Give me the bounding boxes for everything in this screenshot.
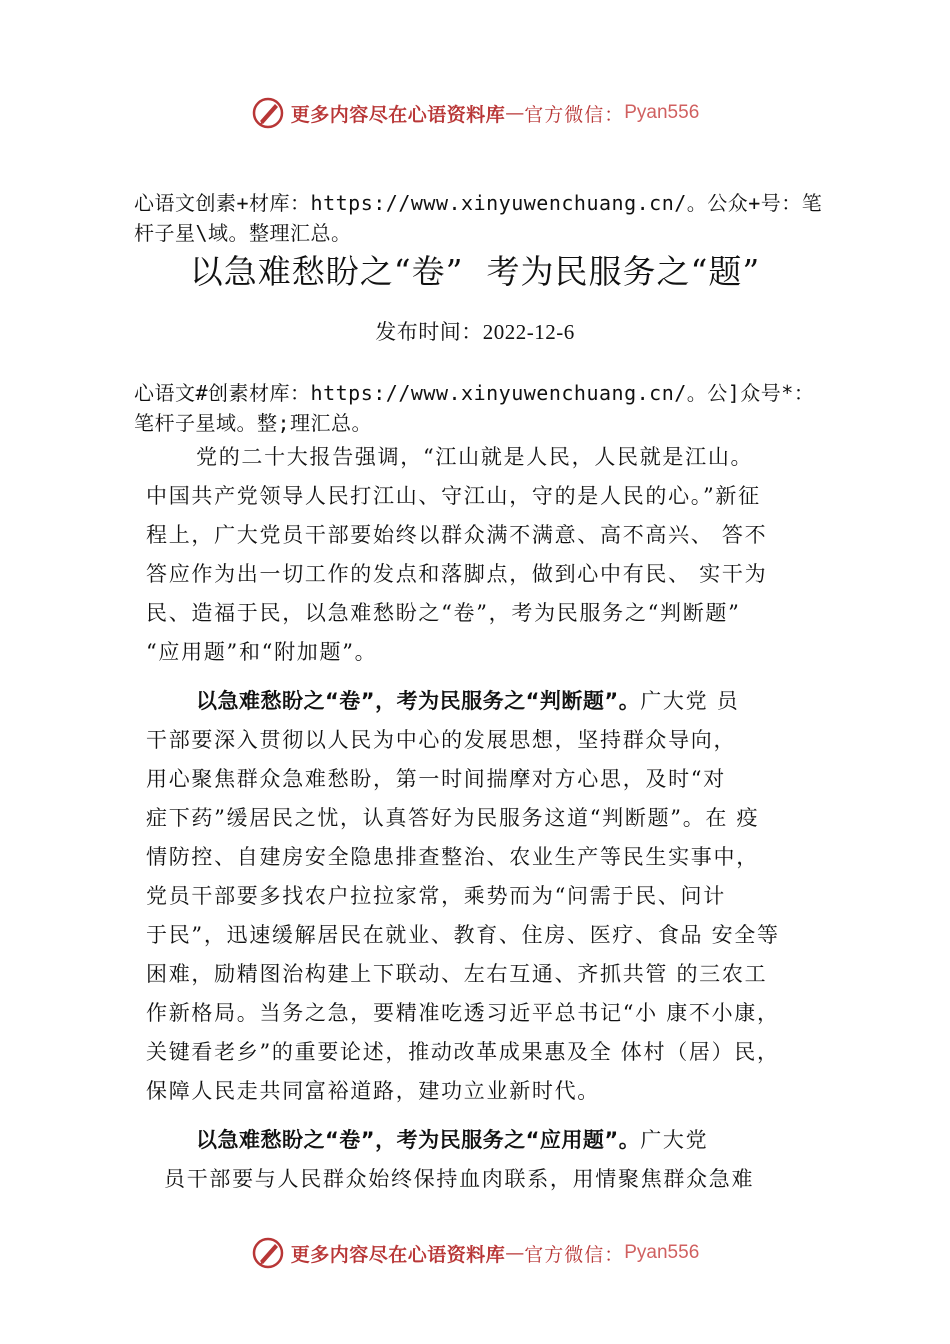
paragraph-1-line: 中国共产党领导人民打江山、守江山，守的是人民的心。”新征 (146, 484, 761, 508)
publish-date-value: 2022-12-6 (482, 320, 575, 344)
paragraph-2-first-line-rest: 广大党 员 (640, 689, 740, 713)
paragraph-3-first-line (146, 1121, 836, 1160)
paragraph-2-line: 情防控、自建房安全隐患排查整治、农业生产等民生实事中， (146, 845, 759, 869)
paragraph-2-line: 困难，励精图治构建上下联动、左右互通、齐抓共管 的三农工 (146, 962, 768, 986)
paragraph-1-line: 答应作为出一切工作的发点和落脚点，做到心中有民、 实干为 (146, 562, 768, 586)
pen-logo-icon (251, 96, 285, 130)
paragraph-1-line: 党的二十大报告强调，“江山就是人民，人民就是江山。 (196, 445, 754, 469)
banner-wechat-id: Pyan556 (624, 102, 700, 123)
source-note-top: 心语文创素+材库：https://www.xinyuwenchuang.cn/。公众+号：笔杆子星\域。整理汇总。 (134, 191, 823, 245)
paragraph-1-line: 程上，广大党员干部要始终以群众满不满意、高不高兴、 答不 (146, 523, 768, 547)
banner-text: 更多内容尽在心语资料库 (290, 1243, 506, 1266)
publish-date (0, 316, 950, 346)
banner-wechat-label: 官方微信： (524, 103, 625, 126)
banner-text: 更多内容尽在心语资料库 (290, 103, 506, 126)
paragraph-2-line: 于民”，迅速缓解居民在就业、教育、住房、医疗、食品 安全等 (146, 923, 780, 947)
page-title: 以急难愁盼之“卷” 考为民服务之“题” (189, 252, 761, 291)
banner-wechat-label: 官方微信： (524, 1243, 625, 1266)
paragraph-2-heading: 以急难愁盼之“卷”，考为民服务之“判断题”。 (196, 689, 641, 713)
paragraph-3-line: 员干部要与人民群众始终保持血肉联系，用情聚焦群众急难 (164, 1167, 755, 1191)
paragraph-1-line: “应用题”和“附加题”。 (146, 640, 378, 664)
footer-banner (0, 1236, 950, 1270)
paragraph-2-line: 用心聚焦群众急难愁盼，第一时间揣摩对方心思，及时“对 (146, 767, 726, 791)
paragraph-2-line: 作新格局。当务之急，要精准吃透习近平总书记“小 康不小康， (146, 1001, 780, 1025)
paragraph-2-line: 症下药”缓居民之忧，认真答好为民服务这道“判断题”。在 疫 (146, 806, 760, 830)
paragraph-1-line: 民、造福于民，以急难愁盼之“卷”，考为民服务之“判断题” (146, 601, 741, 625)
banner-wechat-id: Pyan556 (624, 1242, 700, 1263)
pen-logo-icon (251, 1236, 285, 1270)
publish-date-label: 发布时间： (375, 320, 483, 344)
article-body (146, 438, 836, 1199)
paragraph-3-heading: 以急难愁盼之“卷”，考为民服务之“应用题”。 (196, 1128, 641, 1152)
paragraph-2-line: 干部要深入贯彻以人民为中心的发展思想，坚持群众导向， (146, 728, 737, 752)
banner-separator: — (505, 1242, 525, 1264)
paragraph-3-first-line-rest: 广大党 (640, 1128, 709, 1152)
banner-separator: — (505, 102, 525, 124)
paragraph-2-line: 关键看老乡”的重要论述，推动改革成果惠及全 体村（居）民， (146, 1040, 780, 1064)
paragraph-2-line: 党员干部要多找农户拉拉家常，乘势而为“问需于民、问计 (146, 884, 726, 908)
paragraph-2-first-line (146, 682, 836, 721)
source-note-second: 心语文#创素材库：https://www.xinyuwenchuang.cn/。公]众号*：笔杆子星域。整;理汇总。 (134, 381, 815, 435)
paragraph-2-line: 保障人民走共同富裕道路，建功立业新时代。 (146, 1079, 600, 1103)
header-banner (0, 96, 950, 130)
